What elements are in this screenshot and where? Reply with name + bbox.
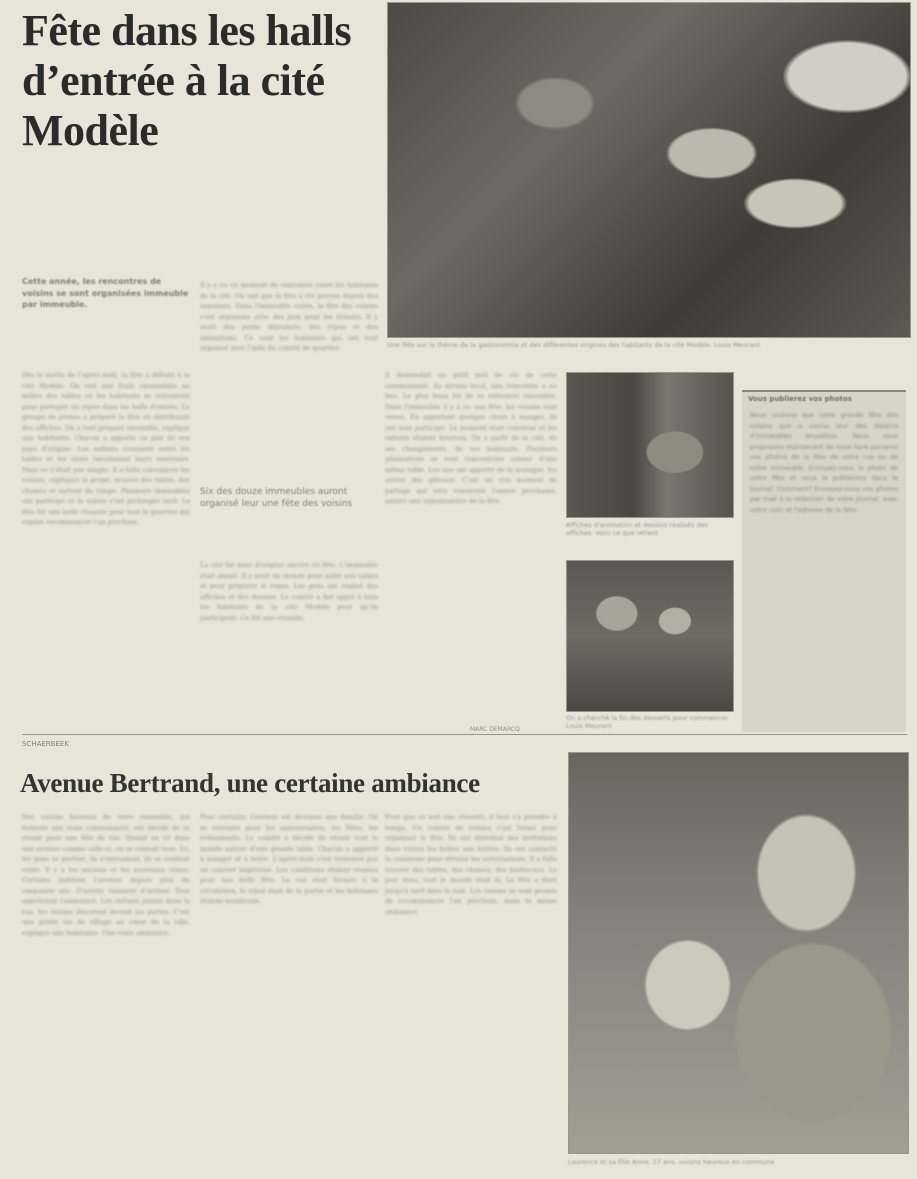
pull-quote: Six des douze immeubles auront organisé leur une fête des voisins bbox=[200, 487, 353, 509]
party-photo-caption: Une fête sur le thème de la gastronomie et des différentes origines des habitants de la cité Modèle. Louis Meurant bbox=[387, 341, 760, 349]
posters-photo-caption: Affiches d'animation et dessins réalisés des affiches. Voici ce que retient bbox=[566, 521, 708, 537]
article-column-2: Il y a eu un moment de rencontre entre les habitants de la cité. On sait que la fête a été prévue depuis des semaines. Dans l'immeuble voisin, la fête des voisins s'est organisée avec des jeux pour les enfants. Il y avait des petits déjeuners, des repas et des animations. Ce sont les habitants qui ont tout organisé avec l'aide du comité de quartier. bbox=[200, 281, 378, 352]
mother-daughter-photo bbox=[568, 752, 909, 1154]
sidebar-title: Vous publierez vos photos bbox=[748, 395, 852, 403]
children-photo-caption: On a cherché la fin des desserts pour commencer. Louis Meurant bbox=[566, 714, 730, 730]
sidebar-box bbox=[742, 390, 906, 732]
article2-column-1: Des voisins heureux de vivre ensemble, qui forment une vraie communauté, ont décidé de se réunir pour une fête de rue. Quand on vit dans une avenue comme celle-ci, on se connaît tous. Ici, les gens se parlent, ils s'entraident, ils se rendent visite. Il y a les anciens et les nouveaux venus. Certains habitent l'avenue depuis plus de cinquante ans. D'autres viennent d'arriver. Tous apprécient l'ambiance. Les enfants jouent dans la rue, les voisins discutent devant les portes. C'est une petite vie de village au cœur de la ville, explique une habitante. Une vraie ambiance. bbox=[22, 813, 190, 937]
article-column-2b: La cité fut mise d'origine encore en fête. L'immeuble était animé. Il y avait du monde pour aider aux tables et pour préparer le repas. Les gens ont réalisé des affiches et des dessins. Le comité a fait appel à tous les habitants de la cité Modèle pour qu'ils participent. Ce fut une réussite. bbox=[200, 561, 378, 622]
party-photo bbox=[387, 2, 911, 338]
article-column-1: Dès le matin de l'après-midi, la fête a débuté à la cité Modèle. On voit une foule rassemblée au milieu des tables où les habitants se retrouvent pour partager un repas dans les halls d'entrée. Le groupe de jeunes a préparé la fête en distribuant des affiches. On a tout préparé ensemble, explique une habitante. Chacun a apporté un plat de son pays d'origine. Les enfants couraient entre les tables et les aînés racontaient leurs souvenirs. Mais ce n'était pas simple. Il a fallu convaincre les voisins, expliquer le projet, trouver des tables, des chaises et surtout du temps. Plusieurs immeubles ont participé et la soirée s'est prolongée tard. La fête fut une belle réussite pour tout le quartier qui espère recommencer l'an prochain. bbox=[22, 371, 190, 526]
article2-column-2: Pour certains, l'avenue est devenue une famille. On se retrouve pour les anniversaires, les fêtes, les événements. Le comité a décidé de réunir tout le monde autour d'une grande table. Chacun a apporté à manger et à boire. L'après-midi s'est terminée par un concert improvisé. Les conditions étaient réunies pour une belle fête. La rue était fermée à la circulation, le soleil était de la partie et les habitants étaient nombreux. bbox=[200, 813, 378, 905]
article-column-3: Il demandait un petit mot de vie de cette communauté. Au niveau local, une rencontre a eu lieu. Le plus beau fut de se retrouver ensemble. Dans l'immeuble il y a eu une fête, les voisins sont venus. En apportant quelque chose à manger, ils ont tous participé. Le moment était convivial et les enfants étaient heureux. On a parlé de la cité, de ses changements, de ses habitants. Plusieurs générations se sont rencontrées autour d'une même table. Les uns ont apporté de la musique, les autres des gâteaux. C'est un vrai moment de partage qui sera renouvelé l'année prochaine, assure une organisatrice de la fête. bbox=[385, 371, 557, 505]
section-label: SCHAERBEEK bbox=[22, 740, 69, 748]
article-headline: Fête dans les halls d’entrée à la cité Modèle bbox=[22, 6, 352, 155]
article2-headline: Avenue Bertrand, une certaine ambiance bbox=[20, 768, 480, 798]
article2-column-3: Pour que ce soit une réussite, il faut s'y prendre à temps. Un comité de voisins s'est formé pour organiser la fête. Ils ont distribué des invitations dans toutes les boîtes aux lettres. Ils ont contacté la commune pour obtenir les autorisations. Il a fallu trouver des tables, des chaises, des barbecues. Le jour venu, tout le monde était là. La fête a duré jusqu'à tard dans la nuit. Les voisins se sont promis de recommencer l'an prochain, dans la même ambiance. bbox=[385, 813, 557, 916]
article-byline: MARC DEMARCQ bbox=[470, 726, 520, 733]
sidebar-text: Nous voulons que cette grande fête des voisins que a connu leur des dessins d'immeubles bruxellois. Nous vous proposons maintenant de nous faire parvenir vos photos de la fête de votre rue ou de votre immeuble. Envoyez-nous la photo de votre fête et nous la publierons dans le journal. Comment? Envoyez-nous vos photos par mail à la rédaction de votre journal, avec votre nom et l'adresse de la fête. bbox=[750, 411, 898, 514]
children-photo bbox=[566, 560, 734, 712]
posters-photo bbox=[566, 372, 734, 518]
article-intro: Cette année, les rencontres de voisins se sont organisées immeuble par immeuble. bbox=[22, 277, 189, 309]
mother-daughter-caption: Laurence et sa fille Anne, 27 ans, voisins heureux en commune bbox=[568, 1158, 775, 1166]
section-divider bbox=[22, 734, 907, 735]
